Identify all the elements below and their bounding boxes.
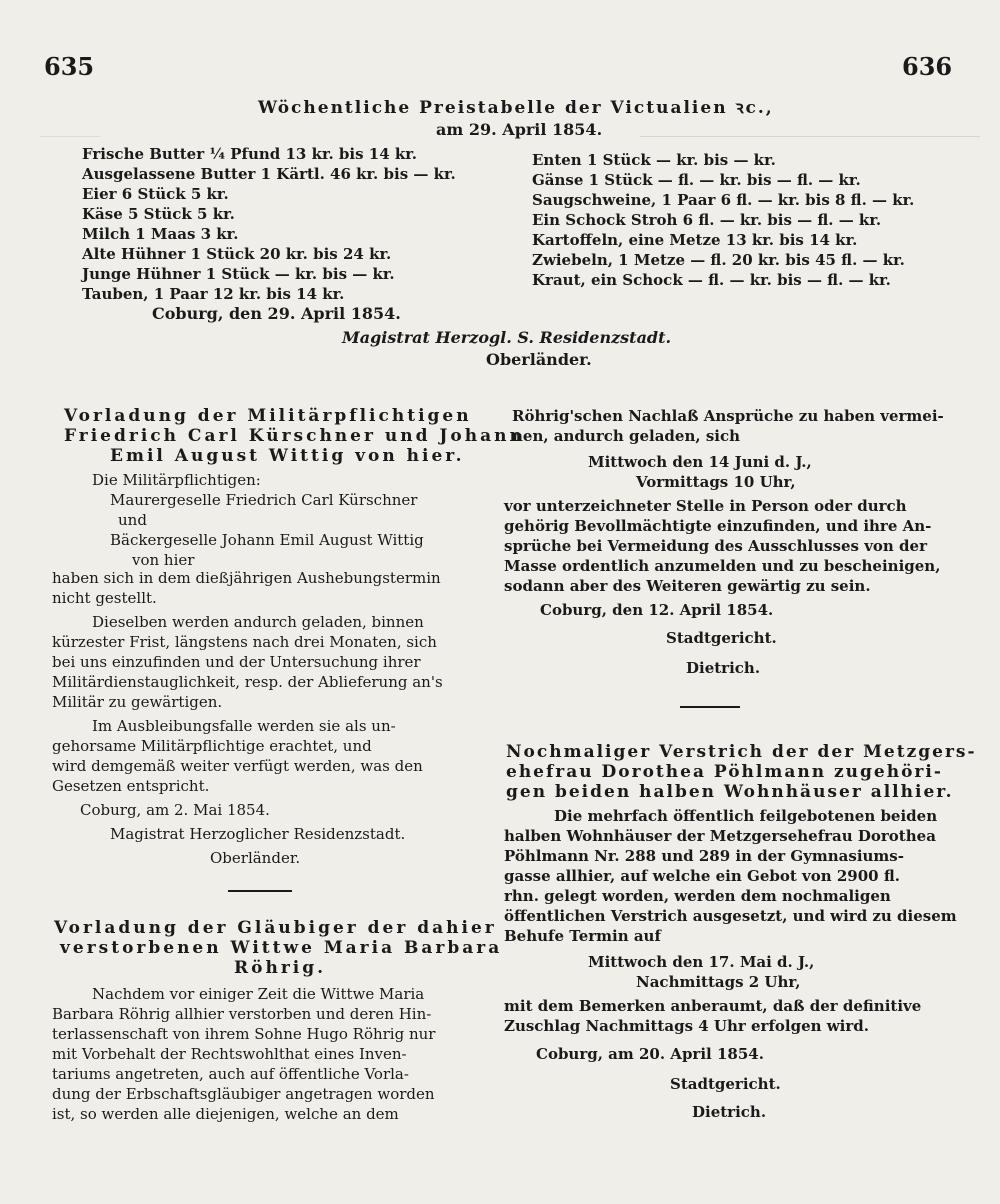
price-item-right: Ein Schock Stroh 6 fl. — kr. bis — fl. — kr.	[532, 211, 882, 229]
price-item-left: Tauben, 1 Paar 12 kr. bis 14 kr.	[82, 285, 345, 303]
notice-text: Gesetzen entspricht.	[52, 777, 210, 795]
price-item-left: Alte Hühner 1 Stück 20 kr. bis 24 kr.	[82, 245, 392, 263]
notice-text: Zuschlag Nachmittags 4 Uhr erfolgen wird.	[504, 1017, 869, 1035]
notice-heading: gen beiden halben Wohnhäuser allhier.	[506, 782, 954, 802]
price-item-left: Junge Hühner 1 Stück — kr. bis — kr.	[82, 265, 395, 283]
notice-text: mit dem Bemerken anberaumt, daß der definitive	[504, 997, 922, 1015]
notice-text: Maurergeselle Friedrich Carl Kürschner	[110, 491, 418, 509]
notice-text: terlassenschaft von ihrem Sohne Hugo Röhrig nur	[52, 1025, 436, 1043]
notice-heading: verstorbenen Wittwe Maria Barbara	[60, 938, 503, 958]
price-table-place-date: Coburg, den 29. April 1854.	[152, 304, 401, 323]
notice-time-line: Vormittags 10 Uhr,	[636, 473, 796, 491]
notice-text: Behufe Termin auf	[504, 927, 661, 945]
notice-signature: Dietrich.	[686, 659, 761, 677]
notice-heading: ehefrau Dorothea Pöhlmann zugehöri-	[506, 762, 943, 782]
price-item-right: Kraut, ein Schock — fl. — kr. bis — fl. — kr.	[532, 271, 891, 289]
notice-text: bei uns einzufinden und der Untersuchung ihrer	[52, 653, 421, 671]
page-number-left: 635	[44, 52, 95, 81]
notice-text: Bäckergeselle Johann Emil August Wittig	[110, 531, 424, 549]
price-item-left: Milch 1 Maas 3 kr.	[82, 225, 239, 243]
notice-heading: Röhrig.	[234, 958, 327, 978]
price-table-title: Wöchentliche Preistabelle der Victualien ꝛc.,	[258, 98, 774, 118]
notice-text: von hier	[132, 551, 195, 569]
notice-date-line: Mittwoch den 17. Mai d. J.,	[588, 953, 815, 971]
price-item-right: Gänse 1 Stück — fl. — kr. bis — fl. — kr.	[532, 171, 861, 189]
notice-text: sodann aber des Weiteren gewärtig zu sein.	[504, 577, 871, 595]
notice-text: vor unterzeichneter Stelle in Person oder durch	[504, 497, 907, 515]
notice-text: tariums angetreten, auch auf öffentliche Vorla-	[52, 1065, 409, 1083]
notice-authority: Stadtgericht.	[670, 1075, 781, 1093]
notice-signature: Dietrich.	[692, 1103, 767, 1121]
price-item-left: Frische Butter ¼ Pfund 13 kr. bis 14 kr.	[82, 145, 418, 163]
notice-heading: Vorladung der Militärpflichtigen	[64, 406, 472, 426]
notice-text: öffentlichen Verstrich ausgesetzt, und wird zu diesem	[504, 907, 957, 925]
notice-text: gasse allhier, auf welche ein Gebot von 2900 fl.	[504, 867, 900, 885]
notice-text: Militärdienstauglichkeit, resp. der Ablieferung an's	[52, 673, 443, 691]
notice-text: und	[118, 511, 147, 529]
notice-text: dung der Erbschaftsgläubiger angetragen worden	[52, 1085, 435, 1103]
notice-heading: Friedrich Carl Kürschner und Johann	[64, 426, 525, 446]
notice-text: Pöhlmann Nr. 288 und 289 in der Gymnasiums-	[504, 847, 904, 865]
notice-place-date: Coburg, am 20. April 1854.	[536, 1045, 764, 1063]
notice-text: nen, andurch geladen, sich	[512, 427, 740, 445]
page-number-right: 636	[902, 52, 953, 81]
bleed-through-decoration	[640, 122, 980, 137]
notice-text: Nachdem vor einiger Zeit die Wittwe Maria	[92, 985, 425, 1003]
notice-text: rhn. gelegt worden, werden dem nochmaligen	[504, 887, 891, 905]
notice-text: haben sich in dem dießjährigen Aushebungstermin	[52, 569, 441, 587]
notice-text: Die mehrfach öffentlich feilgebotenen beiden	[554, 807, 938, 825]
notice-authority: Stadtgericht.	[666, 629, 777, 647]
price-item-left: Ausgelassene Butter 1 Kärtl. 46 kr. bis — kr.	[82, 165, 456, 183]
price-item-right: Kartoffeln, eine Metze 13 kr. bis 14 kr.	[532, 231, 858, 249]
notice-date-line: Mittwoch den 14 Juni d. J.,	[588, 453, 812, 471]
price-table-date: am 29. April 1854.	[436, 120, 603, 139]
notice-text: gehorsame Militärpflichtige erachtet, und	[52, 737, 372, 755]
notice-authority: Magistrat Herzoglicher Residenzstadt.	[110, 825, 406, 843]
notice-text: Masse ordentlich anzumelden und zu bescheinigen,	[504, 557, 941, 575]
section-divider	[228, 890, 292, 892]
price-table-signature: Oberländer.	[486, 350, 592, 369]
notice-place-date: Coburg, am 2. Mai 1854.	[80, 801, 270, 819]
notice-text: Röhrig'schen Nachlaß Ansprüche zu haben vermei-	[512, 407, 944, 425]
notice-text: Dieselben werden andurch geladen, binnen	[92, 613, 424, 631]
section-divider	[680, 706, 740, 708]
notice-text: Im Ausbleibungsfalle werden sie als un-	[92, 717, 396, 735]
notice-text: kürzester Frist, längstens nach drei Monaten, sich	[52, 633, 437, 651]
notice-signature: Oberländer.	[210, 849, 301, 867]
notice-heading: Nochmaliger Verstrich der der Metzgers-	[506, 742, 977, 762]
notice-text: ist, so werden alle diejenigen, welche an dem	[52, 1105, 399, 1123]
notice-text: sprüche bei Vermeidung des Ausschlusses von der	[504, 537, 927, 555]
notice-heading: Emil August Wittig von hier.	[110, 446, 465, 466]
notice-text: wird demgemäß weiter verfügt werden, was den	[52, 757, 423, 775]
notice-place-date: Coburg, den 12. April 1854.	[540, 601, 774, 619]
notice-text: Die Militärpflichtigen:	[92, 471, 261, 489]
notice-text: mit Vorbehalt der Rechtswohlthat eines Inven-	[52, 1045, 407, 1063]
notice-time-line: Nachmittags 2 Uhr,	[636, 973, 801, 991]
notice-text: gehörig Bevollmächtigte einzufinden, und ihre An-	[504, 517, 932, 535]
notice-text: Barbara Röhrig allhier verstorben und deren Hin-	[52, 1005, 432, 1023]
price-item-right: Saugschweine, 1 Paar 6 fl. — kr. bis 8 fl. — kr.	[532, 191, 915, 209]
price-item-right: Enten 1 Stück — kr. bis — kr.	[532, 151, 776, 169]
notice-text: halben Wohnhäuser der Metzgersehefrau Dorothea	[504, 827, 936, 845]
price-table-authority: Magistrat Herzogl. S. Residenzstadt.	[342, 328, 672, 347]
notice-text: Militär zu gewärtigen.	[52, 693, 223, 711]
price-item-right: Zwiebeln, 1 Metze — fl. 20 kr. bis 45 fl. — kr.	[532, 251, 905, 269]
price-item-left: Käse 5 Stück 5 kr.	[82, 205, 235, 223]
notice-heading: Vorladung der Gläubiger der dahier	[54, 918, 497, 938]
notice-text: nicht gestellt.	[52, 589, 157, 607]
bleed-through-decoration	[40, 122, 100, 137]
price-item-left: Eier 6 Stück 5 kr.	[82, 185, 229, 203]
